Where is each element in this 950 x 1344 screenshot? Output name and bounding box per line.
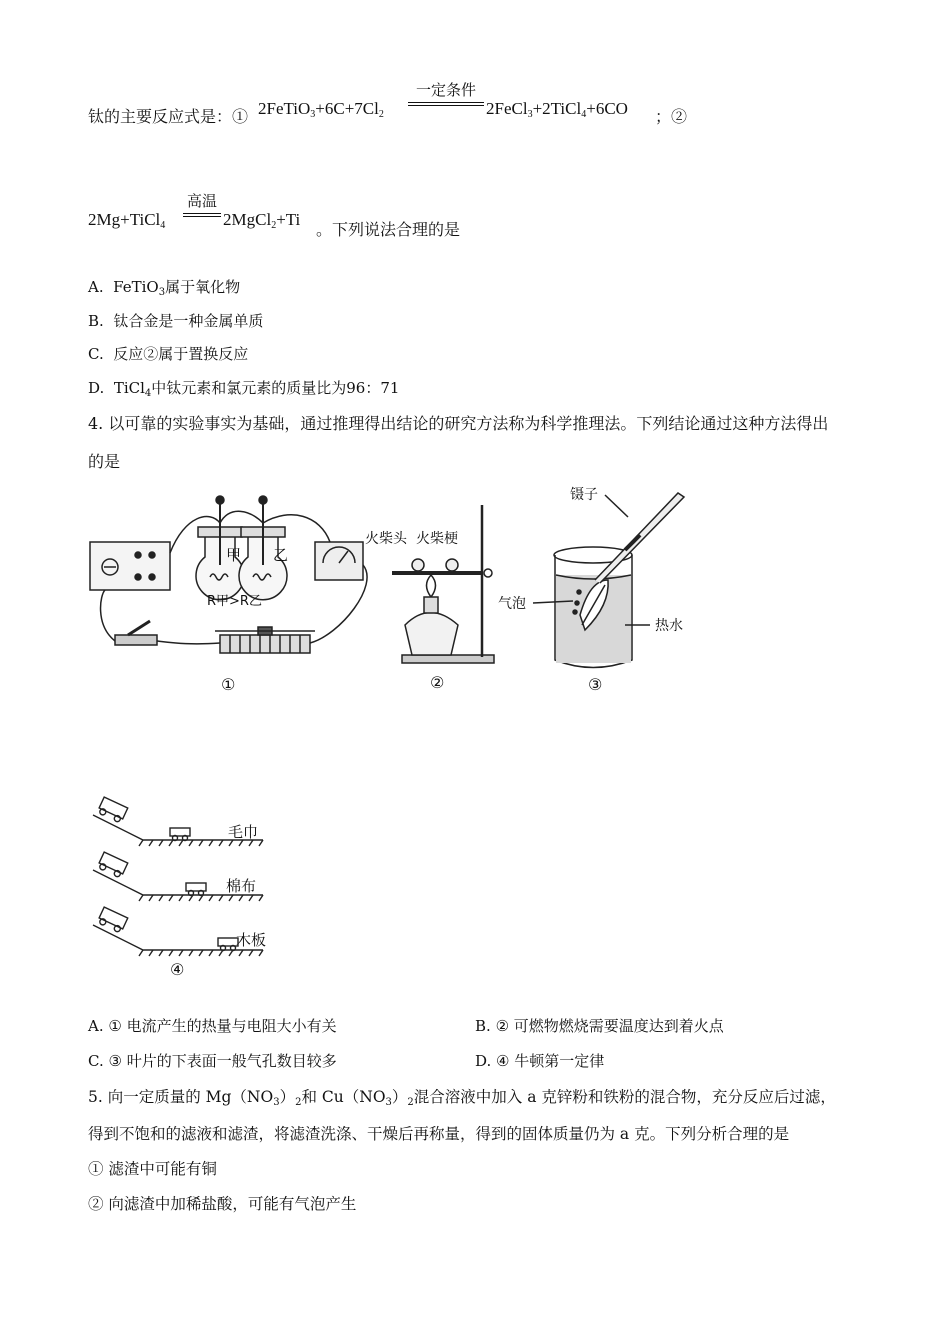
fig2-match-head-label: 火柴头 <box>365 531 407 547</box>
fig3-bubbles-label: 气泡 <box>498 596 526 612</box>
q4-stem-line2: 的是 <box>88 452 121 471</box>
q5-stem-line2: 得到不饱和的滤液和滤渣，将滤渣洗涤、干燥后再称量，得到的固体质量仍为 a 克。下列分析合理的是 <box>88 1125 790 1143</box>
q4-option-c: C. ③ 叶片的下表面一般气孔数目较多 <box>88 1052 337 1070</box>
equation-1-products: 2FeCl$_3$+2TiCl$_4$+6CO <box>486 99 628 120</box>
fig2-match-stick-label: 火柴梗 <box>416 531 458 547</box>
match-head <box>412 559 424 571</box>
fig1-jia-label: 甲 <box>226 546 242 564</box>
equation-2-condition: 高温 <box>183 193 221 217</box>
equation-1-condition: 一定条件 <box>408 82 484 106</box>
q3-option-a: A. FeTiO$_3$属于氧化物 <box>88 278 241 298</box>
q4-figure-top <box>80 485 720 700</box>
q3-separator: ；② <box>655 107 688 126</box>
q4-figure-ramps <box>88 795 288 980</box>
q3-eq1-line <box>88 104 248 127</box>
alcohol-lamp <box>405 613 458 656</box>
fig1-number: ① <box>221 675 236 694</box>
stand-base <box>402 655 494 663</box>
fig4-towel-label: 毛巾 <box>228 823 259 841</box>
q5-stem-line1: 5. 向一定质量的 $Mg(NO_3)_2$和 $Cu(NO_3)_2$混合溶液中加入 a 克锌粉和铁粉的混合物，充分反应后过滤， <box>88 1088 836 1108</box>
equation-1-reactants: $2FeTiO_3+6C+7Cl_2$ <box>258 99 384 120</box>
q3-option-c: C. 反应②属于置换反应 <box>88 345 249 363</box>
equals-sign <box>408 102 484 106</box>
equals-sign <box>183 213 221 217</box>
fig4-wood-label: 木板 <box>236 931 267 949</box>
cart-towel <box>170 828 190 836</box>
q3-option-d: D. TiCl$_4$中钛元素和氯元素的质量比为96：71 <box>88 379 400 399</box>
fig3-number: ③ <box>588 675 603 694</box>
fig3-tweezers-label: 镊子 <box>570 487 598 503</box>
equation-2-products: 2MgCl$_2$+Ti <box>223 210 301 231</box>
q4-option-d: D. ④ 牛顿第一定律 <box>475 1052 605 1070</box>
q4-option-b: B. ② 可燃物燃烧需要温度达到着火点 <box>475 1017 724 1035</box>
fig4-number: ④ <box>170 960 185 979</box>
switch <box>115 635 157 645</box>
fig2-number: ② <box>430 673 445 692</box>
fig3-water-label: 热水 <box>655 618 683 634</box>
equation-2-reactants: 2Mg+TiCl$_4$ <box>88 210 166 231</box>
q4-option-a: A. ① 电流产生的热量与电阻大小有关 <box>88 1017 337 1035</box>
q4-stem-line1: 4. 以可靠的实验事实为基础，通过推理得出结论的研究方法称为科学推理法。下列结论通过这种方法得出 <box>88 414 829 433</box>
rheostat <box>220 635 310 653</box>
fig1-yi-label: 乙 <box>273 546 289 564</box>
q5-item-2: ② 向滤渣中加稀盐酸，可能有气泡产生 <box>88 1195 357 1213</box>
fig4-cotton-label: 棉布 <box>226 877 257 895</box>
fig1-resistance-label: R甲>R乙 <box>207 594 262 609</box>
q5-item-1: ① 滤渣中可能有铜 <box>88 1160 217 1178</box>
q3-option-b: B. 钛合金是一种金属单质 <box>88 312 264 330</box>
q3-intro: 钛的主要反应式是：① <box>88 107 249 126</box>
q3-question: 。下列说法合理的是 <box>316 220 461 239</box>
cart-cotton <box>186 883 206 891</box>
cart-wood <box>218 938 238 946</box>
